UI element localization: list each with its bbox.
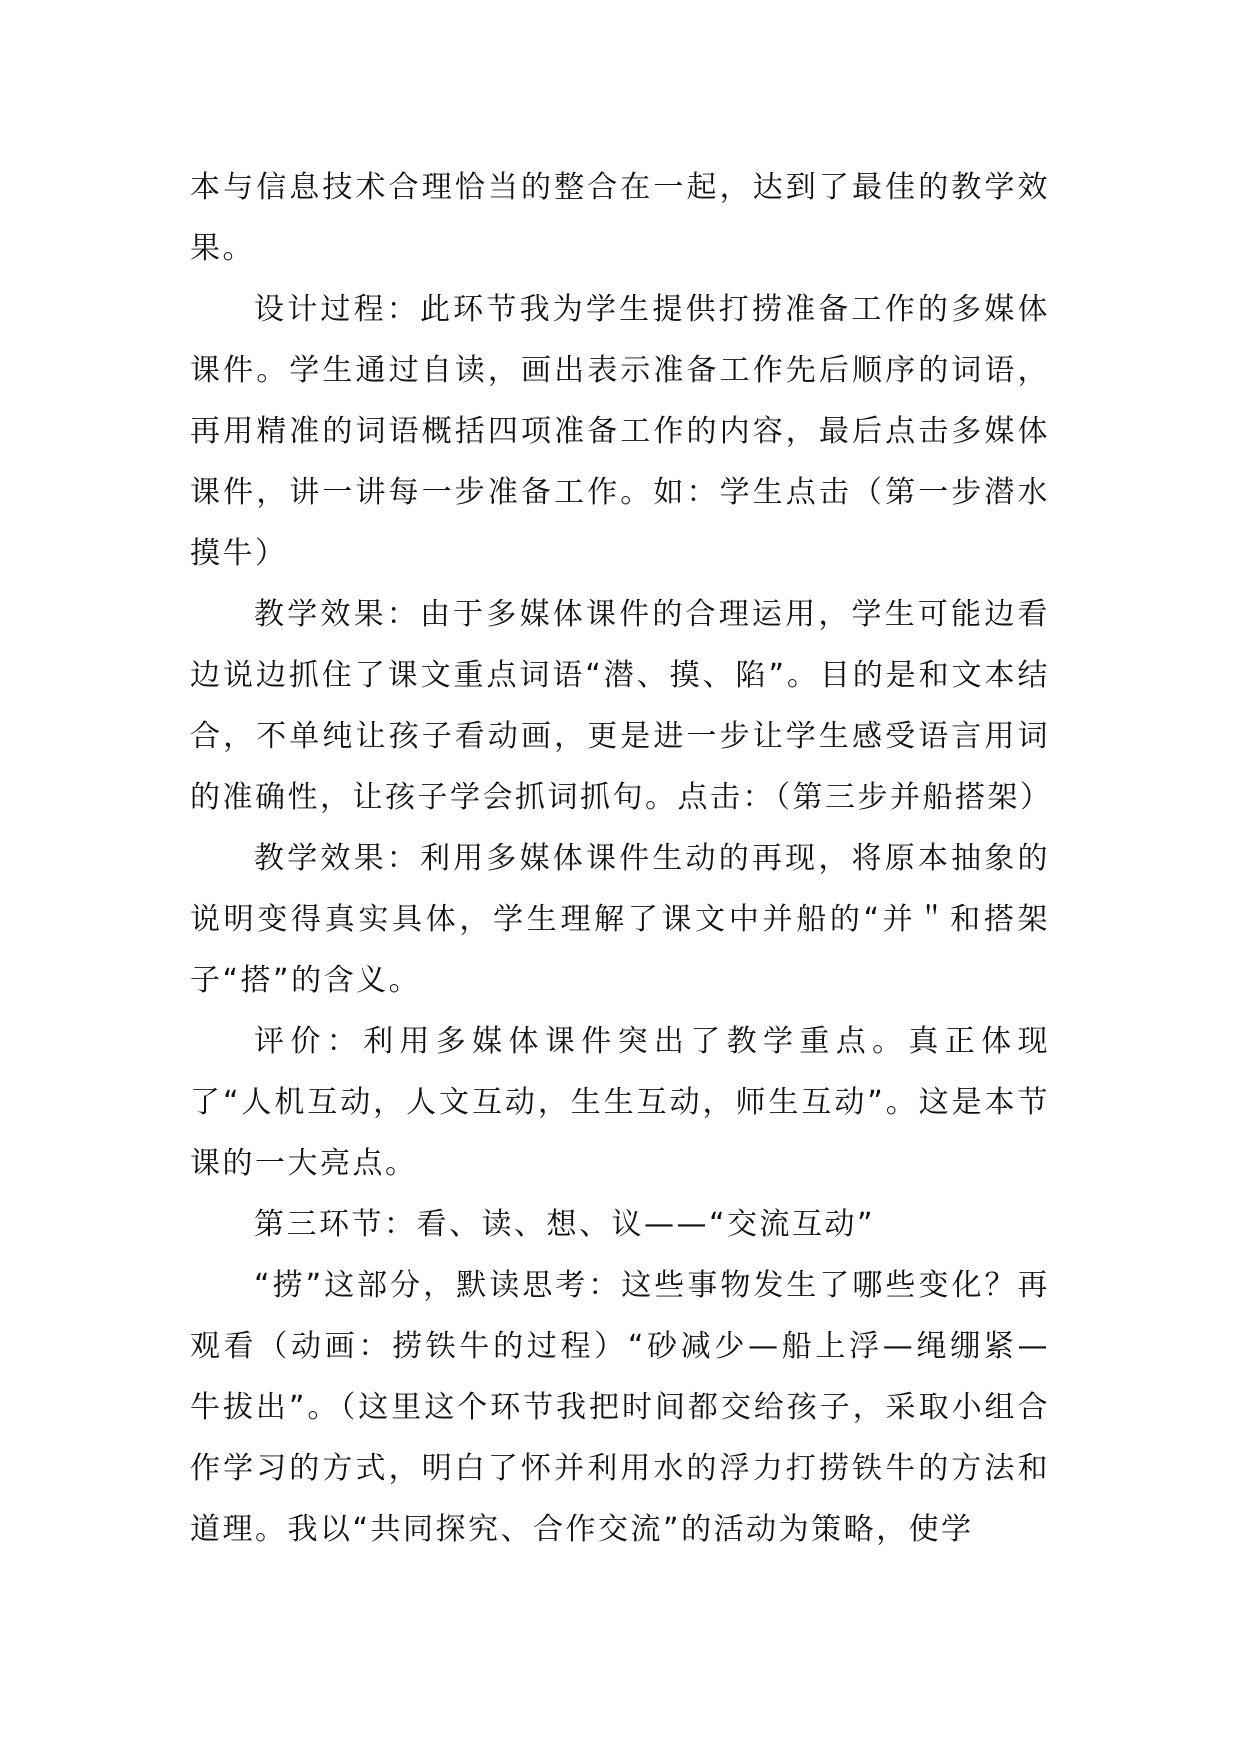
paragraph-1: 本与信息技术合理恰当的整合在一起，达到了最佳的教学效果。 [190,170,1050,266]
paragraph-7: “捞”这部分，默读思考：这些事物发生了哪些变化？再观看（动画：捞铁牛的过程）“砂减少—船上浮—绳绷紧—牛拔出”。（这里这个环节我把时间都交给孩子，采取小组合作学习的方式，明白了怀并利用水的浮力打捞铁牛的方法和道理。我以“共同探究、合作交流”的活动为策略，使学 [190,1268,1050,1547]
section-heading: 第三环节：看、读、想、议——“交流互动” [254,1207,876,1242]
paragraph-2: 设计过程：此环节我为学生提供打捞准备工作的多媒体课件。学生通过自读，画出表示准备工作先后顺序的词语，再用精准的词语概括四项准备工作的内容，最后点击多媒体课件，讲一讲每一步准备工作。如：学生点击（第一步潜水摸牛） [190,292,1050,571]
paragraph-4: 教学效果：利用多媒体课件生动的再现，将原本抽象的说明变得真实具体，学生理解了课文中并船的“并＂和搭架子“搭”的含义。 [190,841,1050,998]
paragraph-3: 教学效果：由于多媒体课件的合理运用，学生可能边看边说边抓住了课文重点词语“潜、摸、陷”。目的是和文本结合，不单纯让孩子看动画，更是进一步让学生感受语言用词的准确性，让孩子学会抓词抓句。点击：（第三步并船搭架） [190,597,1053,815]
paragraph-5: 评价：利用多媒体课件突出了教学重点。真正体现了“人机互动，人文互动，生生互动，师生互动”。这是本节课的一大亮点。 [190,1024,1050,1181]
document-body [190,157,1053,1560]
